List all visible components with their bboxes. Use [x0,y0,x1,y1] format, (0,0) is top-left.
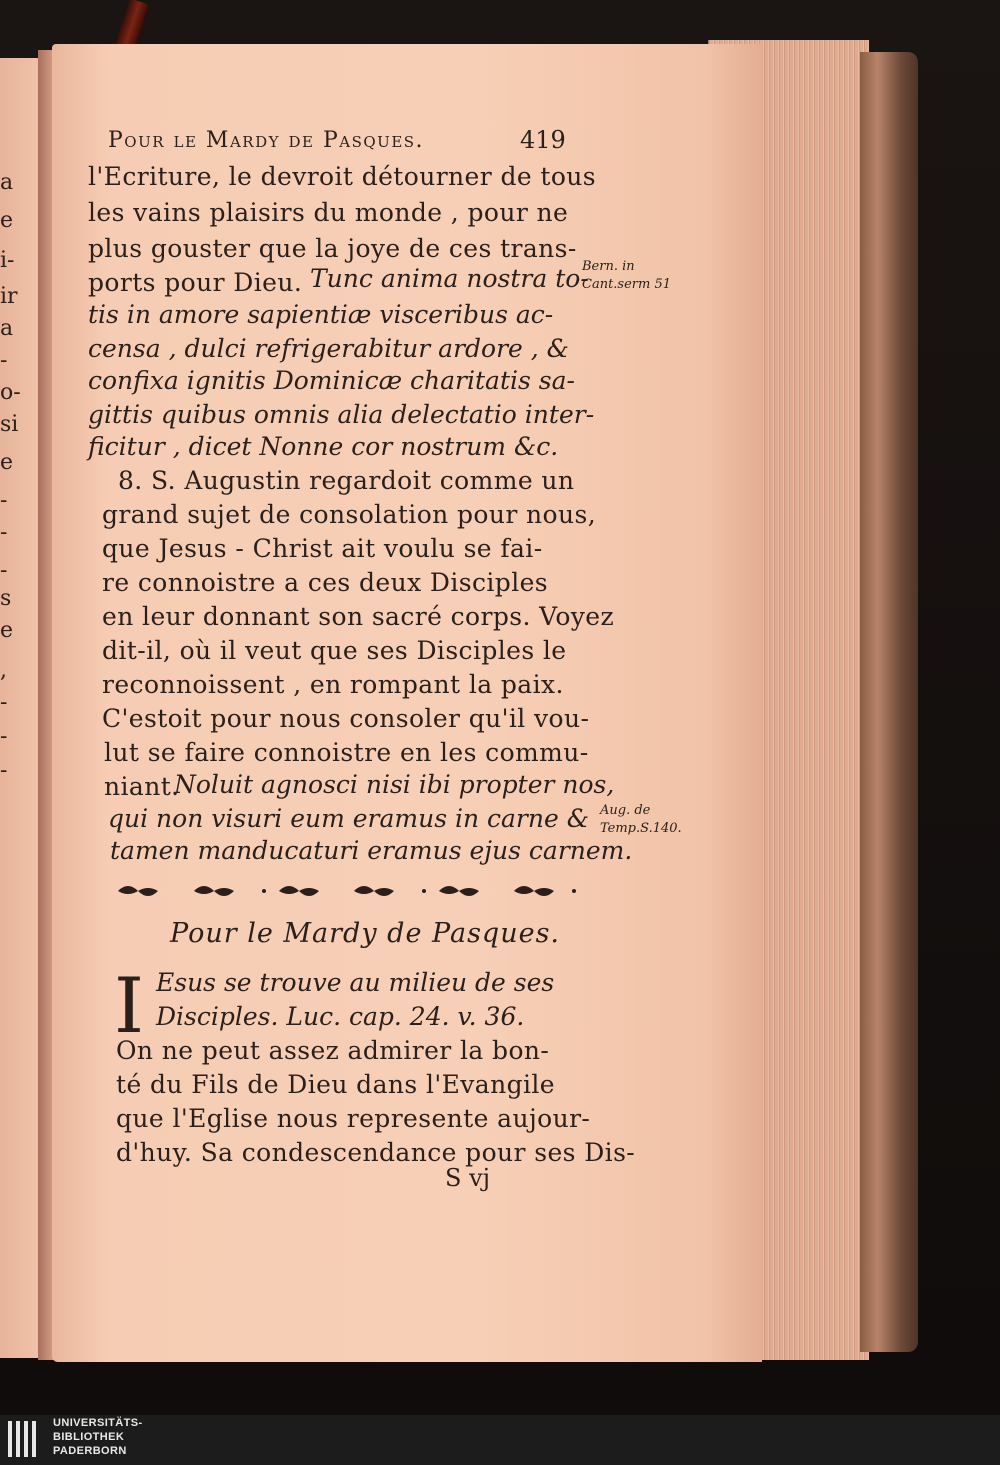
latin-quote-line: qui non visuri eum eramus in carne & [108,804,589,833]
left-page-fragment: o- [0,380,21,405]
left-page-fragment: - [0,558,8,583]
left-page-fragment: ir [0,284,18,309]
library-logo-icon [8,1421,46,1457]
left-page-fragment: s [0,586,12,611]
latin-quote-line: censa , dulci refrigerabitur ardore , & [88,334,569,363]
left-page-fragment: - [0,488,8,513]
margin-note [582,258,671,294]
left-page-fragment: - [0,520,8,545]
text-line: que l'Eglise nous represente aujour- [116,1104,591,1133]
left-page-fragment: - [0,348,8,373]
text-line: les vains plaisirs du monde , pour ne [88,198,569,227]
left-page-fragment: i- [0,248,15,273]
latin-quote-line: tis in amore sapientiæ visceribus ac- [88,300,554,329]
left-page-fragment: a [0,316,14,341]
library-name-line: UNIVERSITÄTS- [53,1417,143,1429]
text-line: té du Fils de Dieu dans l'Evangile [116,1070,556,1099]
text-line: re connoistre a ces deux Disciples [102,568,549,597]
page-number: 419 [520,126,566,154]
left-page-fragment: si [0,412,19,437]
ornamental-divider [114,880,594,902]
margin-note [600,802,682,838]
latin-quote-line: confixa ignitis Dominicæ charitatis sa- [88,366,575,395]
text-line: dit-il, où il veut que ses Disciples le [102,636,567,665]
drop-cap: I [114,961,145,1050]
text-line: reconnoissent , en rompant la paix. [102,670,564,699]
text-line: Esus se trouve au milieu de ses [156,968,555,997]
text-line: C'estoit pour nous consoler qu'il vou- [102,704,590,733]
latin-quote-line: ficitur , dicet Nonne cor nostrum &c. [88,432,559,461]
latin-quote-line: Tunc anima nostra to- [310,264,589,293]
text-line: lut se faire connoistre en les commu- [104,738,589,767]
text-line: en leur donnant son sacré corps. Voyez [102,602,615,631]
text-line: grand sujet de consolation pour nous, [102,500,597,529]
left-page-fragment: e [0,208,14,233]
left-page-fragment: - [0,758,8,783]
text-line: plus gouster que la joye de ces trans- [88,234,577,263]
margin-note-line: Cant.serm 51 [582,277,672,292]
left-page-fragment: - [0,724,8,749]
left-page-fragment: a [0,170,14,195]
latin-quote-line: gittis quibus omnis alia delectatio inter- [88,400,595,429]
margin-note-line: Temp.S.140. [600,821,682,836]
left-page-fragment: - [0,690,8,715]
text-line: que Jesus - Christ ait voulu se fai- [102,534,543,563]
left-page-fragment: , [0,658,7,683]
margin-note-line: Bern. in [582,259,635,274]
text-line: On ne peut assez admirer la bon- [116,1036,550,1065]
ornament-icon [114,880,594,902]
text-line: niant. [104,772,180,801]
library-footer [0,1415,1000,1465]
latin-quote-line: tamen manducaturi eramus ejus carnem. [110,836,633,865]
left-page-fragment: e [0,450,14,475]
text-line: ports pour Dieu. [88,268,303,297]
running-head: Pour le Mardy de Pasques. [108,128,425,153]
latin-quote-line: Noluit agnosci nisi ibi propter nos, [174,770,615,799]
library-name-line: BIBLIOTHEK [53,1431,125,1443]
text-line: 8. S. Augustin regardoit comme un [118,466,575,495]
book-cover-edge [860,52,918,1352]
text-line: Disciples. Luc. cap. 24. v. 36. [156,1002,525,1031]
text-line: d'huy. Sa condescendance pour ses Dis- [116,1138,636,1167]
left-page-fragment: e [0,618,14,643]
signature-mark: S vj [445,1164,491,1192]
margin-note-line: Aug. de [600,803,651,818]
text-line: l'Ecriture, le devroit détourner de tous [88,162,597,191]
library-name-line: PADERBORN [53,1445,127,1457]
section-title: Pour le Mardy de Pasques. [170,918,561,949]
